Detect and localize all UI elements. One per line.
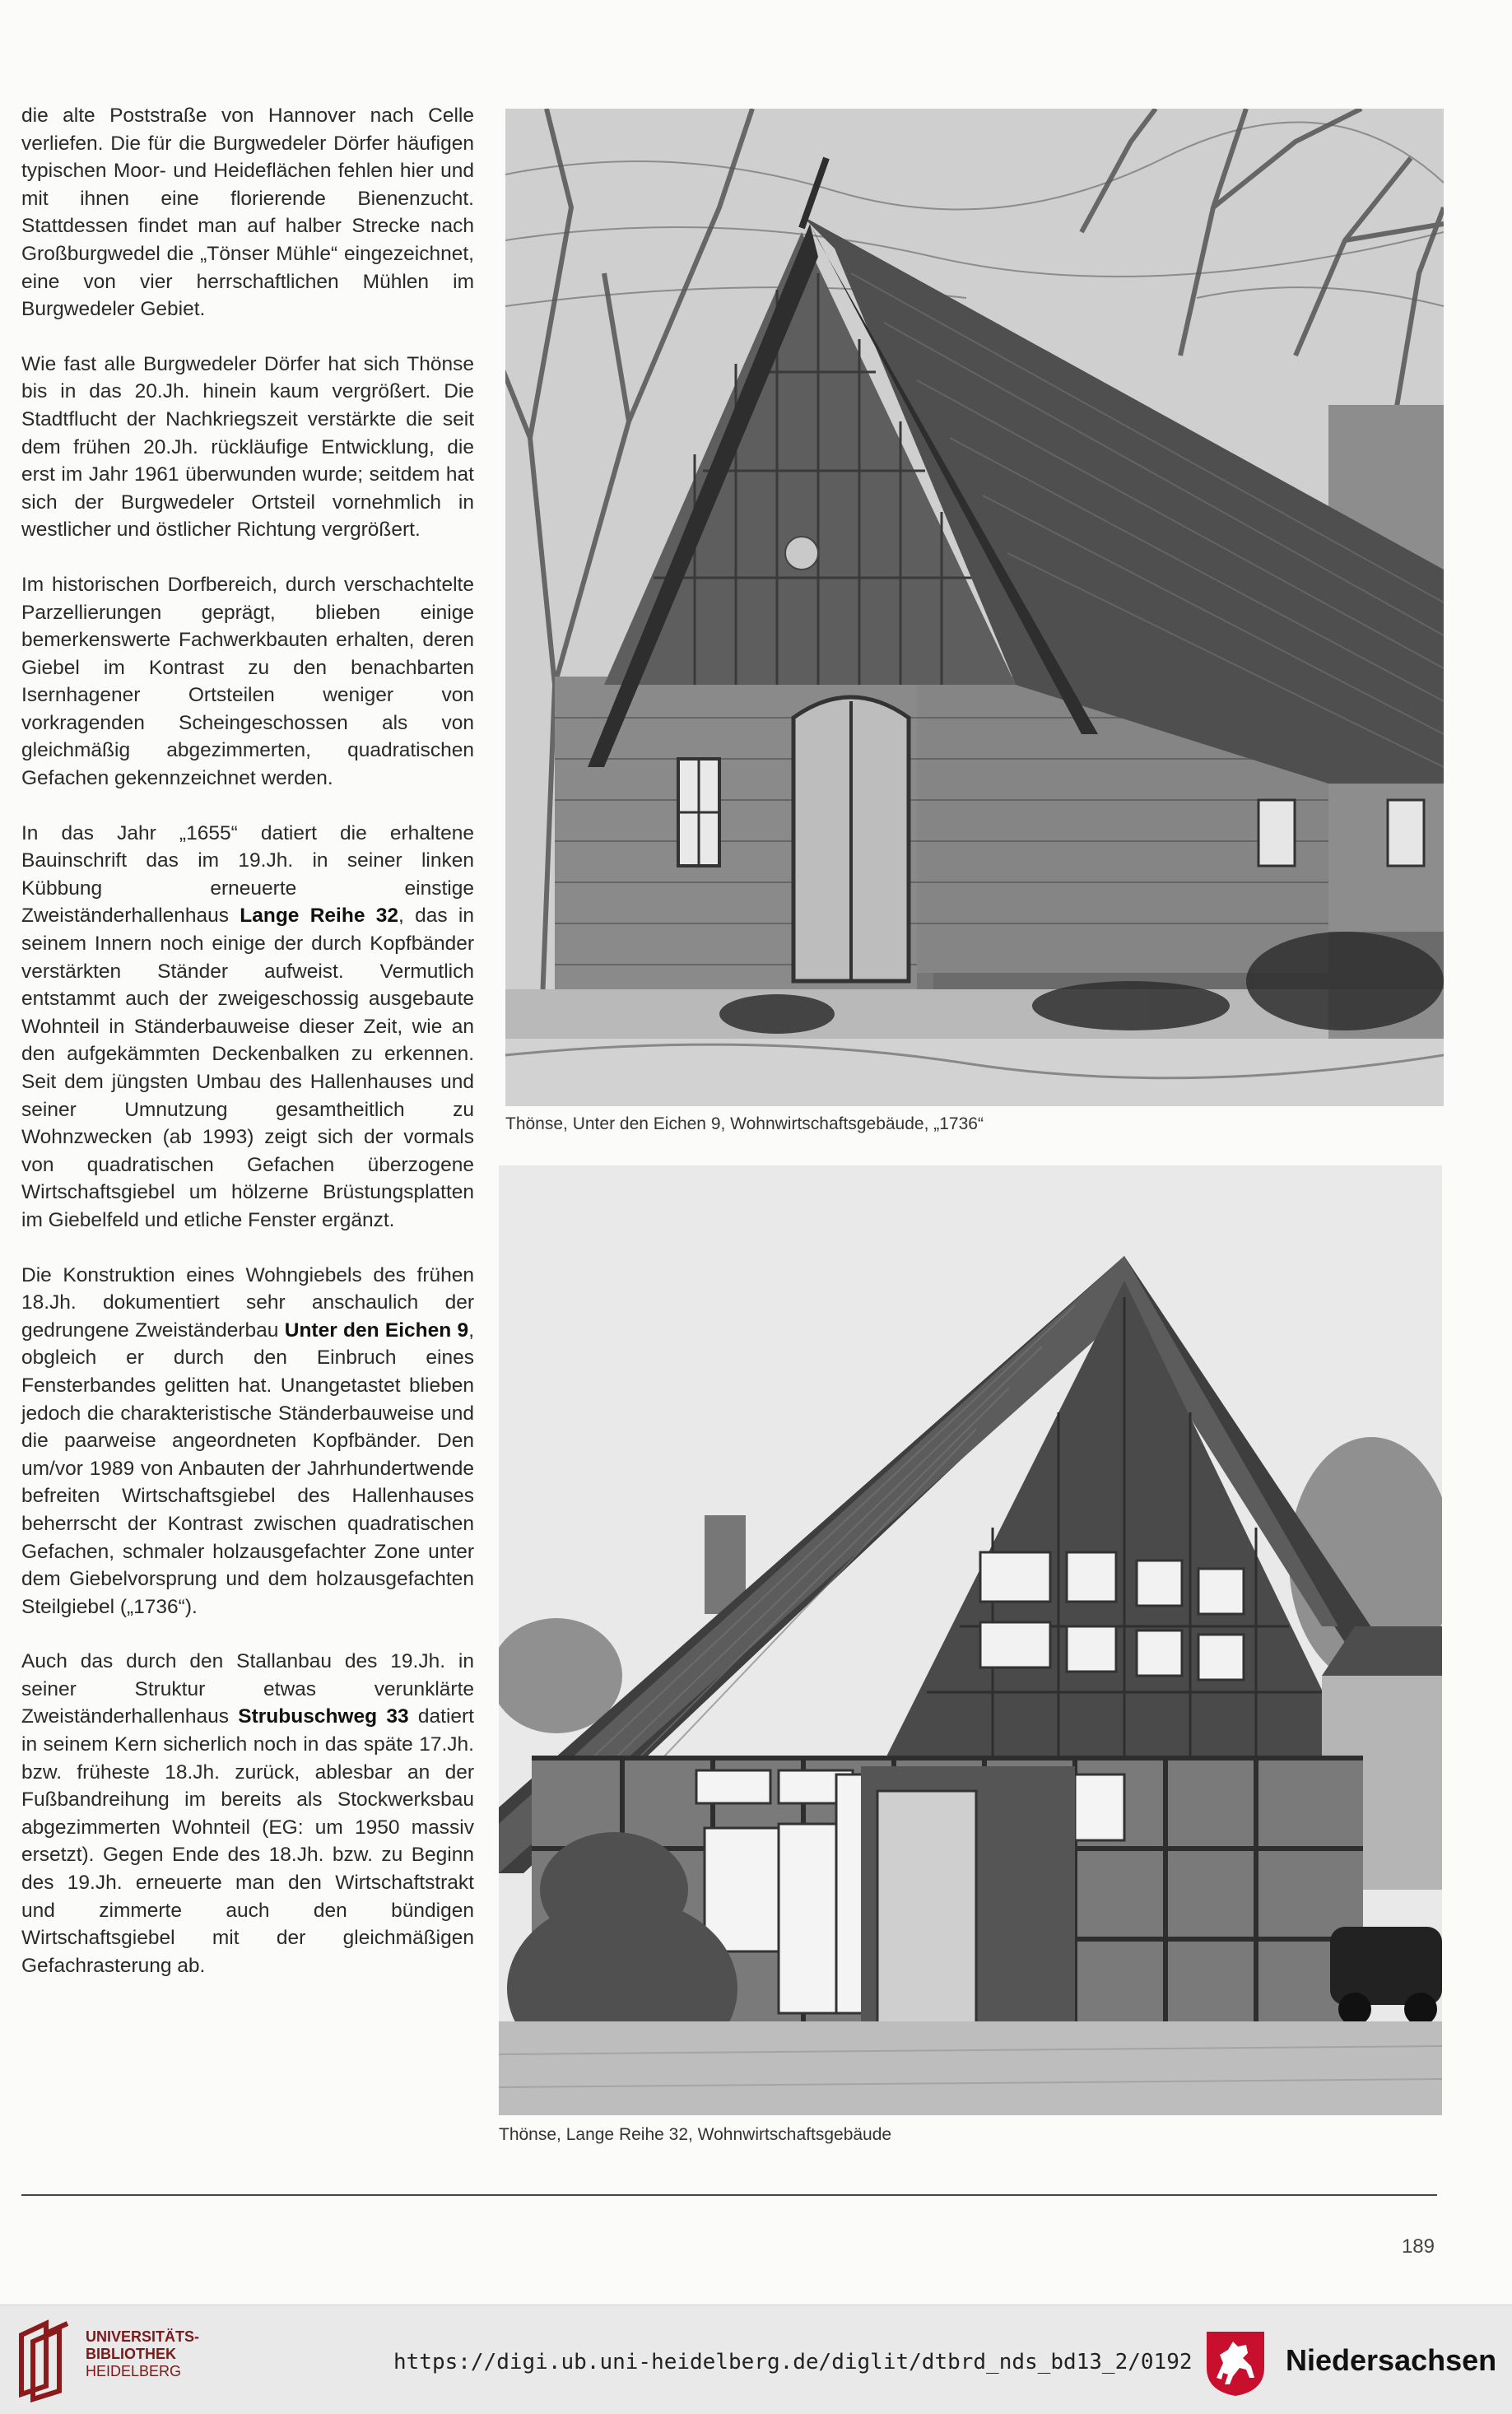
university-library-logo-icon[interactable] <box>13 2317 74 2402</box>
address-lange-reihe-32: Lange Reihe 32 <box>240 905 399 928</box>
page-divider-rule <box>21 2194 1437 2196</box>
paragraph-4 <box>21 820 474 1235</box>
institution-line-2: BIBLIOTHEK <box>86 2346 176 2362</box>
paragraph-4-text-c: , das in seinem Innern noch einige der durch Kopfbänder verstärkten Ständer aufweist. Vermutlich entstammt auch der zweigeschossig ausgebaute Wohnteil in Ständerbauweise dieser Zeit, wie an den aufgekämmten Deckenbalken zu erkennen. Seit dem jüngsten Umbau des Hallenhauses und seiner Umnutzung gesamtheitlich zu Wohnzwecken (ab 1993) zeigt sich der vormals von quadratischen Gefachen überzogene Wirtschaftsgiebel um hölzerne Brüstungsplatten im Giebelfeld und etliche Fenster ergänzt. <box>21 905 475 1231</box>
photo-unter-den-eichen-9 <box>505 109 1444 1106</box>
body-text-column <box>21 102 474 2007</box>
paragraph-5-text-c: , obgleich er durch den Einbruch eines Fensterbandes gelitten hat. Unangetastet blieben jedoch die charakteristische Ständerbauweise und die paarweise angeordneten Kopfbänder. Den um/vor 1989 von Anbauten der Jahrhundertwende befreiten Wirtschaftsgiebel des Hallenhauses beherrscht der Kontrast zwischen quadratischen Gefachen, schmaler holzausgefachter Zone unter dem Giebelvorsprung und dem holzausgefachten Steilgiebel („1736“). <box>21 1319 474 1618</box>
niedersachsen-horse-crest-icon[interactable] <box>1205 2330 1266 2398</box>
institution-line-3: HEIDELBERG <box>86 2363 182 2379</box>
address-strubuschweg-33: Strubuschweg 33 <box>238 1705 409 1728</box>
paragraph-6-text-c: datiert in seinem Kern sicherlich noch in das späte 17.Jh. bzw. früheste 18.Jh. zurück, ablesbar an der Fußbandreihung im bereits als Stockwerksbau abgezimmerten Wohnteil (EG: um 1950 massiv ersetzt). Gegen Ende des 18.Jh. bzw. zu Beginn des 19.Jh. erneuerte man den Wirtschaftstrakt und zimmerte auch den bündigen Wirtschaftsgiebel mit der gleichmäßigen Gefachrasterung ab. <box>21 1705 474 1977</box>
photo-2-caption: Thönse, Lange Reihe 32, Wohnwirtschaftsgebäude <box>499 2125 892 2144</box>
paragraph-5-text-a: Die Konstruktion eines Wohngiebels des frühen 18.Jh. dokumentiert sehr anschaulich der gedrungene Zweiständerbau <box>21 1263 474 1342</box>
viewer-footer-bar <box>0 2305 1512 2414</box>
paragraph-1: die alte Poststraße von Hannover nach Celle verliefen. Die für die Burgwedeler Dörfer häufigen typischen Moor- und Heideflächen fehlen hier und mit ihnen eine florierende Bienenzucht. Stattdessen findet man auf halber Strecke nach Großburgwedel die „Tönser Mühle“ eingezeichnet, eine von vier herrschaftlichen Mühlen im Burgwedeler Gebiet. <box>21 105 474 321</box>
photo-1-caption: Thönse, Unter den Eichen 9, Wohnwirtschaftsgebäude, „1736“ <box>505 1114 984 1133</box>
photo-lange-reihe-32 <box>499 1165 1442 2115</box>
institution-line-1: UNIVERSITÄTS- <box>86 2328 200 2345</box>
paragraph-4-text-a: In das Jahr „1655“ datiert die erhaltene Bauinschrift das im 19.Jh. in seiner linken Kübbung erneuerte einstige Zweiständerhallenhaus <box>21 821 474 928</box>
state-name[interactable]: Niedersachsen <box>1286 2343 1497 2377</box>
permalink-url[interactable]: https://digi.ub.uni-heidelberg.de/diglit/dtbrd_nds_bd13_2/0192 <box>393 2350 1193 2374</box>
paragraph-6-text-a: Auch das durch den Stallanbau des 19.Jh. in seiner Struktur etwas verunklärte Zweiständerhallenhaus <box>21 1650 474 1728</box>
address-unter-den-eichen-9: Unter den Eichen 9 <box>284 1319 469 1342</box>
paragraph-5 <box>21 1262 474 1621</box>
institution-name[interactable] <box>86 2328 199 2380</box>
paragraph-2: Wie fast alle Burgwedeler Dörfer hat sich Thönse bis in das 20.Jh. hinein kaum vergrößert. Die Stadtflucht der Nachkriegszeit verstärkte die seit dem frühen 20.Jh. rückläufige Entwicklung, die erst im Jahr 1961 überwunden wurde; seitdem hat sich der Burgwedeler Ortsteil vornehmlich in westlicher und östlicher Richtung vergrößert. <box>21 352 474 542</box>
page-number: 189 <box>1401 2235 1435 2258</box>
paragraph-6 <box>21 1648 474 1979</box>
paragraph-3: Im historischen Dorfbereich, durch verschachtelte Parzellierungen geprägt, blieben einige bemerkenswerte Fachwerkbauten erhalten, deren Giebel im Kontrast zu den benachbarten Isernhagener Ortsteilen weniger von vorkragenden Scheingeschossen als von gleichmäßig abgezimmerten, quadratischen Gefachen gekennzeichnet werden. <box>21 573 474 790</box>
